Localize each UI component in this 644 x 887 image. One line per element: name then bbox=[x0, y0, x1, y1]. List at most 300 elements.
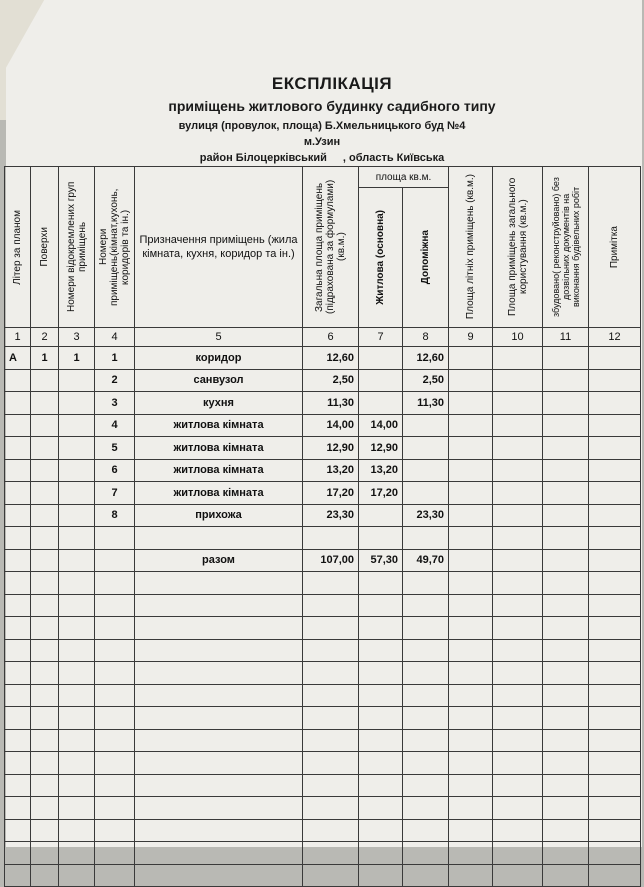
cell-liter bbox=[5, 752, 31, 775]
column-number: 11 bbox=[543, 328, 589, 347]
cell-living-area bbox=[359, 392, 403, 415]
cell-purpose bbox=[135, 864, 303, 887]
cell-room-number bbox=[95, 707, 135, 730]
cell-floor bbox=[31, 437, 59, 460]
cell-empty bbox=[493, 594, 543, 617]
cell-purpose: житлова кімната bbox=[135, 437, 303, 460]
table-row bbox=[5, 752, 641, 775]
cell-empty bbox=[493, 842, 543, 865]
cell-total-area bbox=[303, 819, 359, 842]
cell-aux-area: 2,50 bbox=[403, 369, 449, 392]
cell-floor bbox=[31, 482, 59, 505]
cell-empty bbox=[589, 594, 641, 617]
cell-empty bbox=[449, 752, 493, 775]
cell-room-number: 2 bbox=[95, 369, 135, 392]
explication-table bbox=[4, 166, 641, 887]
cell-empty bbox=[493, 729, 543, 752]
cell-floor bbox=[31, 414, 59, 437]
cell-living-area bbox=[359, 527, 403, 550]
cell-empty bbox=[543, 797, 589, 820]
cell-room-number bbox=[95, 729, 135, 752]
cell-living-area bbox=[359, 684, 403, 707]
cell-total-area bbox=[303, 842, 359, 865]
cell-living-area bbox=[359, 707, 403, 730]
cell-aux-area bbox=[403, 774, 449, 797]
cell-living-area: 57,30 bbox=[359, 549, 403, 572]
cell-empty bbox=[543, 639, 589, 662]
cell-purpose bbox=[135, 729, 303, 752]
cell-liter bbox=[5, 392, 31, 415]
cell-aux-area bbox=[403, 752, 449, 775]
table-row bbox=[5, 459, 641, 482]
cell-group bbox=[59, 774, 95, 797]
cell-living-area bbox=[359, 842, 403, 865]
cell-aux-area bbox=[403, 842, 449, 865]
cell-group bbox=[59, 752, 95, 775]
cell-room-number bbox=[95, 842, 135, 865]
cell-aux-area: 49,70 bbox=[403, 549, 449, 572]
cell-purpose bbox=[135, 639, 303, 662]
cell-aux-area bbox=[403, 729, 449, 752]
cell-group bbox=[59, 482, 95, 505]
column-number-row bbox=[5, 328, 641, 347]
cell-empty bbox=[449, 437, 493, 460]
cell-room-number bbox=[95, 527, 135, 550]
cell-purpose bbox=[135, 684, 303, 707]
cell-empty bbox=[543, 414, 589, 437]
column-number: 7 bbox=[359, 328, 403, 347]
cell-empty bbox=[543, 864, 589, 887]
cell-purpose bbox=[135, 617, 303, 640]
cell-living-area bbox=[359, 617, 403, 640]
cell-floor: 1 bbox=[31, 347, 59, 370]
cell-total-area bbox=[303, 707, 359, 730]
table-row bbox=[5, 392, 641, 415]
col-header-common-area: Площа приміщень загального користування (кв.м.) bbox=[493, 167, 543, 328]
city-line: м.Узин bbox=[303, 136, 341, 148]
table-row bbox=[5, 729, 641, 752]
cell-empty bbox=[589, 549, 641, 572]
cell-liter bbox=[5, 729, 31, 752]
column-number: 4 bbox=[95, 328, 135, 347]
cell-empty bbox=[589, 459, 641, 482]
cell-living-area: 17,20 bbox=[359, 482, 403, 505]
cell-empty bbox=[589, 482, 641, 505]
cell-floor bbox=[31, 819, 59, 842]
cell-liter bbox=[5, 662, 31, 685]
cell-room-number bbox=[95, 572, 135, 595]
cell-total-area bbox=[303, 617, 359, 640]
cell-room-number: 1 bbox=[95, 347, 135, 370]
column-number: 10 bbox=[493, 328, 543, 347]
cell-empty bbox=[543, 527, 589, 550]
cell-empty bbox=[543, 594, 589, 617]
cell-room-number bbox=[95, 797, 135, 820]
cell-liter bbox=[5, 482, 31, 505]
col-header-note: Примітка bbox=[589, 167, 641, 328]
cell-empty bbox=[449, 527, 493, 550]
cell-empty bbox=[543, 347, 589, 370]
cell-room-number bbox=[95, 819, 135, 842]
cell-liter bbox=[5, 504, 31, 527]
cell-total-area: 107,00 bbox=[303, 549, 359, 572]
cell-floor bbox=[31, 549, 59, 572]
cell-liter bbox=[5, 572, 31, 595]
cell-liter bbox=[5, 864, 31, 887]
cell-empty bbox=[449, 459, 493, 482]
cell-empty bbox=[589, 774, 641, 797]
cell-room-number: 8 bbox=[95, 504, 135, 527]
cell-empty bbox=[543, 572, 589, 595]
cell-total-area bbox=[303, 729, 359, 752]
cell-empty bbox=[589, 684, 641, 707]
cell-aux-area bbox=[403, 572, 449, 595]
cell-empty bbox=[449, 707, 493, 730]
table-row bbox=[5, 414, 641, 437]
cell-empty bbox=[543, 774, 589, 797]
col-header-group: Номери відокремлених груп приміщень bbox=[59, 167, 95, 328]
cell-total-area bbox=[303, 864, 359, 887]
table-row bbox=[5, 684, 641, 707]
cell-floor bbox=[31, 594, 59, 617]
col-header-living-area: Житлова (основна) bbox=[359, 188, 403, 328]
col-header-area-group: площа кв.м. bbox=[359, 167, 449, 188]
document-subtitle: приміщень житлового будинку садибного типу bbox=[168, 98, 496, 114]
table-row bbox=[5, 504, 641, 527]
cell-empty bbox=[589, 752, 641, 775]
cell-empty bbox=[449, 369, 493, 392]
cell-empty bbox=[449, 774, 493, 797]
cell-living-area bbox=[359, 662, 403, 685]
cell-empty bbox=[493, 684, 543, 707]
table-row bbox=[5, 527, 641, 550]
cell-floor bbox=[31, 572, 59, 595]
cell-living-area bbox=[359, 752, 403, 775]
cell-living-area: 12,90 bbox=[359, 437, 403, 460]
cell-empty bbox=[449, 729, 493, 752]
cell-living-area bbox=[359, 572, 403, 595]
cell-empty bbox=[589, 864, 641, 887]
cell-floor bbox=[31, 662, 59, 685]
cell-living-area bbox=[359, 797, 403, 820]
cell-liter: А bbox=[5, 347, 31, 370]
cell-total-area bbox=[303, 572, 359, 595]
table-row bbox=[5, 819, 641, 842]
cell-room-number bbox=[95, 662, 135, 685]
table-header-row bbox=[5, 167, 641, 188]
cell-total-area: 13,20 bbox=[303, 459, 359, 482]
cell-room-number bbox=[95, 864, 135, 887]
cell-living-area bbox=[359, 504, 403, 527]
col-header-unauthorized: збудовано( реконструйовано) без дозвільних документів на виконання будівельних робіт bbox=[543, 167, 589, 328]
cell-empty bbox=[449, 684, 493, 707]
cell-purpose bbox=[135, 842, 303, 865]
table-row bbox=[5, 774, 641, 797]
cell-aux-area bbox=[403, 482, 449, 505]
cell-empty bbox=[449, 842, 493, 865]
document-title: ЕКСПЛІКАЦІЯ bbox=[271, 74, 393, 93]
cell-empty bbox=[493, 819, 543, 842]
cell-room-number: 5 bbox=[95, 437, 135, 460]
cell-empty bbox=[449, 819, 493, 842]
cell-aux-area: 23,30 bbox=[403, 504, 449, 527]
column-number: 12 bbox=[589, 328, 641, 347]
cell-group bbox=[59, 572, 95, 595]
cell-empty bbox=[493, 459, 543, 482]
region-label: , область Київська bbox=[342, 152, 445, 164]
cell-empty bbox=[449, 504, 493, 527]
cell-living-area bbox=[359, 774, 403, 797]
cell-room-number bbox=[95, 752, 135, 775]
cell-empty bbox=[493, 482, 543, 505]
cell-aux-area bbox=[403, 684, 449, 707]
cell-group bbox=[59, 437, 95, 460]
cell-purpose: житлова кімната bbox=[135, 414, 303, 437]
region-line bbox=[0, 152, 644, 164]
cell-empty bbox=[493, 549, 543, 572]
cell-purpose: коридор bbox=[135, 347, 303, 370]
cell-group bbox=[59, 527, 95, 550]
cell-room-number: 4 bbox=[95, 414, 135, 437]
cell-floor bbox=[31, 864, 59, 887]
cell-group bbox=[59, 707, 95, 730]
cell-floor bbox=[31, 842, 59, 865]
cell-total-area: 12,90 bbox=[303, 437, 359, 460]
cell-empty bbox=[589, 414, 641, 437]
table-row bbox=[5, 617, 641, 640]
cell-aux-area bbox=[403, 459, 449, 482]
cell-purpose: житлова кімната bbox=[135, 459, 303, 482]
cell-aux-area bbox=[403, 437, 449, 460]
cell-empty bbox=[589, 729, 641, 752]
cell-floor bbox=[31, 707, 59, 730]
table-row bbox=[5, 639, 641, 662]
cell-total-area: 2,50 bbox=[303, 369, 359, 392]
cell-purpose bbox=[135, 594, 303, 617]
cell-liter bbox=[5, 594, 31, 617]
column-number: 1 bbox=[5, 328, 31, 347]
cell-empty bbox=[449, 797, 493, 820]
cell-floor bbox=[31, 369, 59, 392]
cell-empty bbox=[589, 347, 641, 370]
cell-empty bbox=[493, 617, 543, 640]
cell-group bbox=[59, 819, 95, 842]
cell-floor bbox=[31, 729, 59, 752]
cell-empty bbox=[589, 842, 641, 865]
cell-group bbox=[59, 504, 95, 527]
cell-room-number: 7 bbox=[95, 482, 135, 505]
table-row bbox=[5, 482, 641, 505]
cell-aux-area bbox=[403, 527, 449, 550]
cell-empty bbox=[589, 437, 641, 460]
cell-empty bbox=[543, 369, 589, 392]
cell-empty bbox=[449, 572, 493, 595]
cell-group bbox=[59, 842, 95, 865]
cell-empty bbox=[589, 797, 641, 820]
table-row bbox=[5, 797, 641, 820]
cell-floor bbox=[31, 617, 59, 640]
cell-total-area bbox=[303, 774, 359, 797]
cell-total-area bbox=[303, 752, 359, 775]
col-header-summer-area: Площа літніх приміщень (кв.м.) bbox=[449, 167, 493, 328]
cell-floor bbox=[31, 504, 59, 527]
col-header-liter: Літер за планом bbox=[5, 167, 31, 328]
cell-empty bbox=[493, 707, 543, 730]
cell-aux-area bbox=[403, 639, 449, 662]
cell-liter bbox=[5, 819, 31, 842]
cell-living-area bbox=[359, 864, 403, 887]
cell-liter bbox=[5, 639, 31, 662]
cell-group bbox=[59, 684, 95, 707]
cell-purpose bbox=[135, 527, 303, 550]
cell-empty bbox=[493, 414, 543, 437]
table-row bbox=[5, 549, 641, 572]
cell-aux-area: 11,30 bbox=[403, 392, 449, 415]
cell-empty bbox=[589, 572, 641, 595]
cell-total-area bbox=[303, 684, 359, 707]
column-number: 3 bbox=[59, 328, 95, 347]
cell-total-area bbox=[303, 797, 359, 820]
cell-aux-area bbox=[403, 864, 449, 887]
cell-empty bbox=[493, 662, 543, 685]
cell-total-area bbox=[303, 639, 359, 662]
cell-empty bbox=[543, 707, 589, 730]
cell-total-area: 12,60 bbox=[303, 347, 359, 370]
cell-empty bbox=[449, 347, 493, 370]
cell-liter bbox=[5, 617, 31, 640]
cell-floor bbox=[31, 392, 59, 415]
cell-living-area bbox=[359, 369, 403, 392]
cell-group bbox=[59, 864, 95, 887]
cell-living-area bbox=[359, 819, 403, 842]
cell-aux-area: 12,60 bbox=[403, 347, 449, 370]
district-label: район Білоцерківський bbox=[199, 152, 327, 164]
cell-room-number: 6 bbox=[95, 459, 135, 482]
cell-floor bbox=[31, 527, 59, 550]
cell-room-number bbox=[95, 549, 135, 572]
column-number: 8 bbox=[403, 328, 449, 347]
table-row bbox=[5, 707, 641, 730]
table-body bbox=[5, 347, 641, 887]
cell-purpose bbox=[135, 819, 303, 842]
cell-aux-area bbox=[403, 662, 449, 685]
col-header-purpose: Призначення приміщень (жила кімната, кухня, коридор та ін.) bbox=[135, 167, 303, 328]
cell-empty bbox=[493, 752, 543, 775]
cell-empty bbox=[493, 392, 543, 415]
cell-room-number bbox=[95, 774, 135, 797]
cell-group bbox=[59, 369, 95, 392]
cell-purpose: житлова кімната bbox=[135, 482, 303, 505]
cell-group bbox=[59, 594, 95, 617]
cell-empty bbox=[589, 639, 641, 662]
cell-empty bbox=[493, 437, 543, 460]
cell-empty bbox=[543, 437, 589, 460]
cell-room-number bbox=[95, 617, 135, 640]
cell-living-area bbox=[359, 347, 403, 370]
cell-floor bbox=[31, 774, 59, 797]
cell-empty bbox=[543, 549, 589, 572]
cell-liter bbox=[5, 707, 31, 730]
cell-empty bbox=[543, 684, 589, 707]
cell-empty bbox=[493, 864, 543, 887]
cell-empty bbox=[589, 392, 641, 415]
cell-empty bbox=[449, 414, 493, 437]
cell-empty bbox=[493, 774, 543, 797]
cell-living-area bbox=[359, 639, 403, 662]
table-row bbox=[5, 842, 641, 865]
cell-empty bbox=[589, 617, 641, 640]
cell-purpose bbox=[135, 707, 303, 730]
cell-liter bbox=[5, 549, 31, 572]
column-number: 5 bbox=[135, 328, 303, 347]
cell-empty bbox=[493, 504, 543, 527]
table-row bbox=[5, 594, 641, 617]
cell-room-number: 3 bbox=[95, 392, 135, 415]
cell-empty bbox=[543, 729, 589, 752]
cell-total-area: 23,30 bbox=[303, 504, 359, 527]
cell-empty bbox=[589, 369, 641, 392]
cell-empty bbox=[589, 707, 641, 730]
table-row bbox=[5, 864, 641, 887]
cell-aux-area bbox=[403, 617, 449, 640]
cell-empty bbox=[449, 549, 493, 572]
col-header-total-area: Загальна площа приміщень (підрахована за формулами) (кв.м.) bbox=[303, 167, 359, 328]
cell-purpose: разом bbox=[135, 549, 303, 572]
table-row bbox=[5, 662, 641, 685]
cell-group bbox=[59, 392, 95, 415]
cell-group bbox=[59, 549, 95, 572]
column-number: 9 bbox=[449, 328, 493, 347]
cell-liter bbox=[5, 684, 31, 707]
cell-group bbox=[59, 639, 95, 662]
cell-liter bbox=[5, 459, 31, 482]
cell-empty bbox=[449, 864, 493, 887]
cell-living-area bbox=[359, 729, 403, 752]
cell-purpose bbox=[135, 752, 303, 775]
cell-aux-area bbox=[403, 594, 449, 617]
col-header-aux-area: Допоміжна bbox=[403, 188, 449, 328]
cell-empty bbox=[543, 662, 589, 685]
cell-purpose bbox=[135, 774, 303, 797]
cell-group bbox=[59, 729, 95, 752]
cell-empty bbox=[543, 504, 589, 527]
cell-empty bbox=[543, 617, 589, 640]
cell-purpose bbox=[135, 797, 303, 820]
cell-total-area bbox=[303, 527, 359, 550]
cell-aux-area bbox=[403, 414, 449, 437]
cell-group bbox=[59, 662, 95, 685]
cell-empty bbox=[493, 347, 543, 370]
cell-empty bbox=[589, 662, 641, 685]
cell-empty bbox=[543, 459, 589, 482]
cell-aux-area bbox=[403, 797, 449, 820]
cell-empty bbox=[449, 594, 493, 617]
cell-purpose: кухня bbox=[135, 392, 303, 415]
cell-group: 1 bbox=[59, 347, 95, 370]
cell-empty bbox=[449, 639, 493, 662]
cell-empty bbox=[493, 572, 543, 595]
cell-liter bbox=[5, 774, 31, 797]
cell-empty bbox=[589, 819, 641, 842]
column-number: 6 bbox=[303, 328, 359, 347]
column-number: 2 bbox=[31, 328, 59, 347]
cell-total-area bbox=[303, 594, 359, 617]
cell-total-area: 11,30 bbox=[303, 392, 359, 415]
cell-group bbox=[59, 414, 95, 437]
street-line: вулиця (провулок, площа) Б.Хмельницького буд №4 bbox=[178, 120, 466, 132]
cell-liter bbox=[5, 369, 31, 392]
cell-group bbox=[59, 797, 95, 820]
